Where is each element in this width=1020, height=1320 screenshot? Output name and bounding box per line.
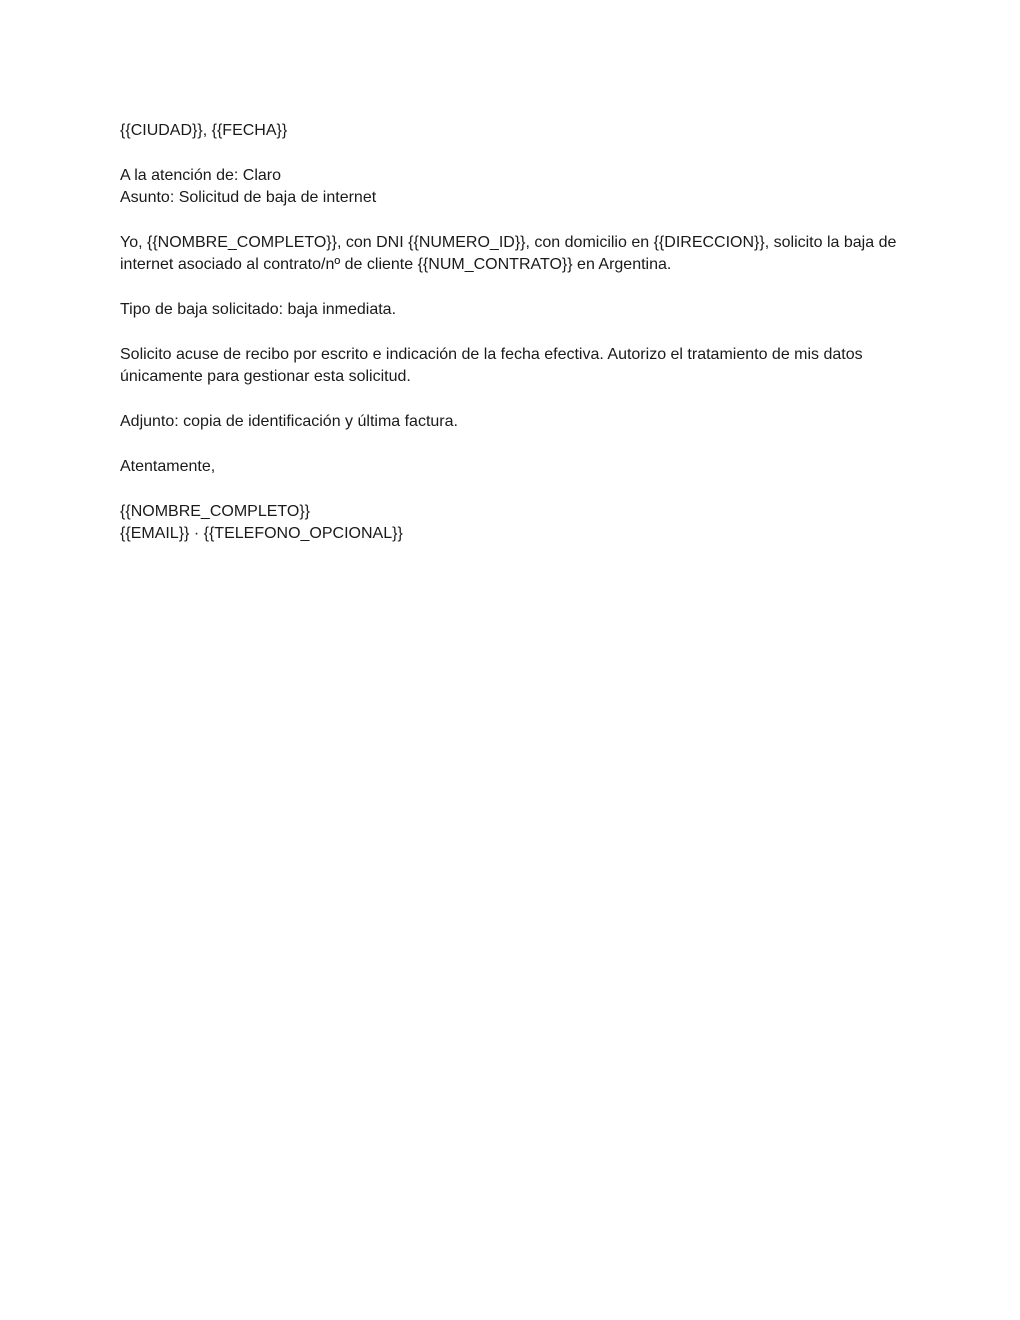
subject-line: Asunto: Solicitud de baja de internet (120, 189, 377, 207)
body-intro-paragraph: Yo, {{NOMBRE_COMPLETO}}, con DNI {{NUMERO_ID}}, con domicilio en {{DIRECCION}}, solicito la baja de internet asociado al contrato/nº de cliente {{NUM_CONTRATO}} en Argentina. (120, 234, 897, 274)
attention-line: A la atención de: Claro (120, 166, 281, 184)
signature-contact: {{EMAIL}} · {{TELEFONO_OPCIONAL}} (120, 525, 403, 543)
closing-line: Atentamente, (120, 458, 216, 475)
signature-name: {{NOMBRE_COMPLETO}} (120, 502, 310, 520)
request-receipt-paragraph: Solicito acuse de recibo por escrito e indicación de la fecha efectiva. Autorizo el tratamiento de mis datos únicamente para gestionar esta solicitud. (120, 346, 863, 386)
cancellation-type-paragraph: Tipo de baja solicitado: baja inmediata. (120, 301, 397, 319)
letter-body (120, 120, 910, 546)
attachments-paragraph: Adjunto: copia de identificación y última factura. (120, 413, 458, 431)
place-date-line: {{CIUDAD}}, {{FECHA}} (120, 122, 288, 139)
